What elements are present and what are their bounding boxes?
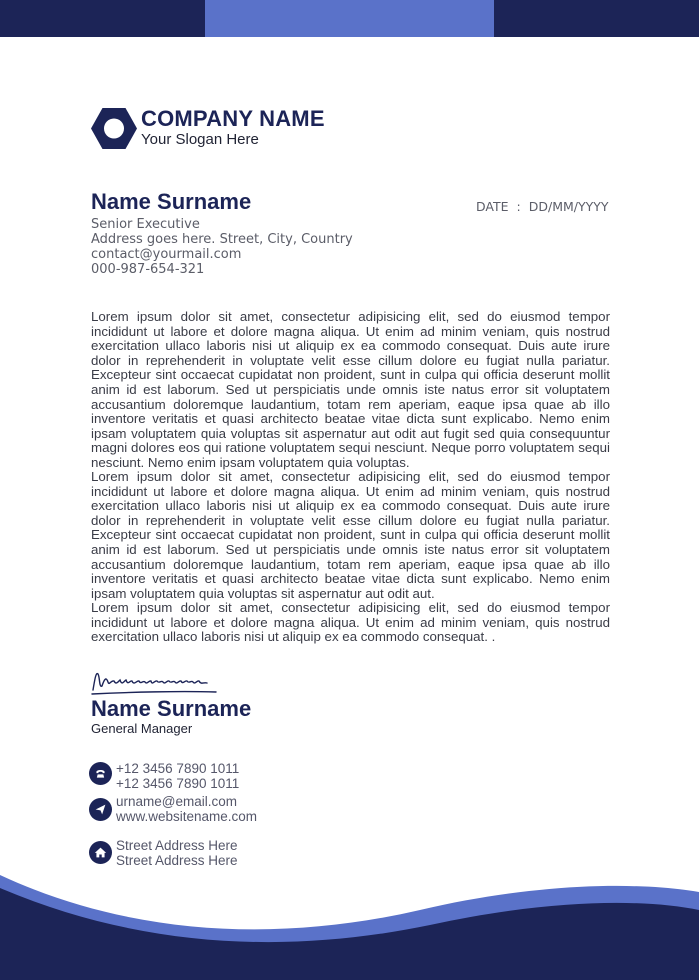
- date-separator: :: [516, 199, 521, 214]
- sender-title: Senior Executive: [91, 217, 200, 232]
- logo-hexagon-shape: [91, 108, 137, 149]
- signer-title: General Manager: [91, 721, 193, 736]
- company-slogan: Your Slogan Here: [141, 131, 259, 148]
- sender-details: [91, 217, 353, 277]
- body-paragraph-3: Lorem ipsum dolor sit amet, consectetur adipisicing elit, sed do eiusmod tempor incididunt ut labore et dolore magna aliqua. Ut enim ad minim veniam, quis nostrud exercitation ullaco laboris nisi ut aliquip ex ea commodo consequat. .: [91, 600, 610, 645]
- email-address: urname@email.com: [116, 794, 237, 809]
- bottom-wave-decoration: [0, 870, 699, 980]
- sender-address: Address goes here. Street, City, Country: [91, 232, 353, 247]
- phone-number-1: +12 3456 7890 1011: [116, 761, 240, 776]
- signer-name: Name Surname: [91, 696, 252, 721]
- home-icon: [89, 841, 112, 864]
- send-icon: [89, 798, 112, 821]
- top-decorative-bar: [0, 0, 699, 37]
- phone-icon: [89, 762, 112, 785]
- body-paragraph-1: Lorem ipsum dolor sit amet, consectetur adipisicing elit, sed do eiusmod tempor incididunt ut labore et dolore magna aliqua. Ut enim ad minim veniam, quis nostrud exercitation ullaco laboris nisi ut aliquip ex ea commodo consequat. Duis aute irure dolor in reprehenderit in voluptate velit esse cillum dolore eu fugiat nulla pariatur. Excepteur sint occaecat cupidatat non proident, sunt in culpa qui officia deserunt mollit anim id est laborum. Sed ut perspiciatis unde omnis iste natus error sit voluptatem accusantium doloremque laudantium, totam rem aperiam, eaque ipsa quae ab illo inventore veritatis et quasi architecto beatae vitae dicta sunt explicabo. Nemo enim ipsam voluptatem quia voluptas sit aspernatur aut odit aut fugit sed quia consequuntur magni dolores eos qui ratione voluptatem sequi nesciunt. Neque porro voluptatem sequi nesciunt. Nemo enim ipsam voluptatem quia voluptas.: [91, 309, 610, 470]
- date-label: DATE: [476, 199, 509, 214]
- sender-name: Name Surname: [91, 189, 252, 214]
- sender-phone: 000-987-654-321: [91, 262, 205, 277]
- web-contacts: [116, 794, 257, 824]
- date-line: [476, 199, 609, 214]
- signature-stroke: [92, 674, 216, 694]
- date-value: DD/MM/YYYY: [528, 199, 609, 214]
- sender-email: contact@yourmail.com: [91, 247, 242, 262]
- street-address-1: Street Address Here: [116, 838, 238, 853]
- phone-numbers: [116, 761, 239, 791]
- phone-number-2: +12 3456 7890 1011: [116, 776, 240, 791]
- top-bar-accent-block: [205, 0, 494, 37]
- body-paragraph-2: Lorem ipsum dolor sit amet, consectetur adipisicing elit, sed do eiusmod tempor incididunt ut labore et dolore magna aliqua. Ut enim ad minim veniam, quis nostrud exercitation ullaco laboris nisi ut aliquip ex ea commodo consequat. Duis aute irure dolor in reprehenderit in voluptate velit esse cillum dolore eu fugiat nulla pariatur. Excepteur sint occaecat cupidatat non proident, sunt in culpa qui officia deserunt mollit anim id est laborum. Sed ut perspiciatis unde omnis iste natus error sit voluptatem accusantium doloremque laudantium, totam rem aperiam, eaque ipsa quae ab illo inventore veritatis et quasi architecto beatae vitae dicta sunt explicabo. Nemo enim ipsam voluptatem quia voluptas sit aspernatur aut odit aut.: [91, 469, 610, 601]
- company-name: COMPANY NAME: [141, 106, 325, 131]
- website-address: www.websitename.com: [116, 809, 258, 824]
- street-address-2: Street Address Here: [116, 853, 238, 868]
- hexagon-logo-icon: [91, 108, 137, 149]
- handwritten-signature: [90, 668, 220, 698]
- street-addresses: [116, 838, 238, 868]
